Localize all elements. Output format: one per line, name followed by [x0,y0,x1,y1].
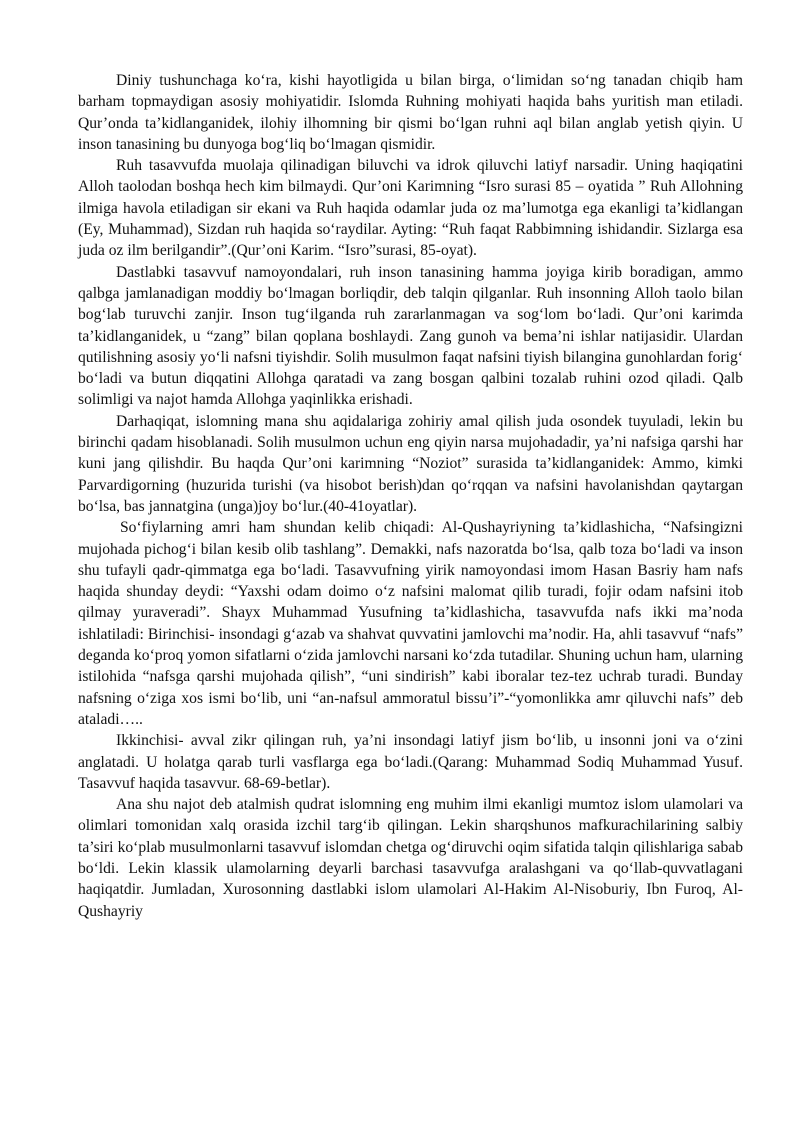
paragraph-mujohada: Darhaqiqat, islomning mana shu aqidalariga zohiriy amal qilish juda osondek tuyuladi, lekin bu birinchi qadam hisoblanadi. Solih musulmon uchun eng qiyin narsa mujohadadir, ya’ni nafsiga qarshi har kuni jang qilishdir. Bu haqda Qur’oni karimning “Noziot” surasida ta’kidlanganidek: Ammo, kimki Parvardigorning (huzurida turishi (va hisobot berish)dan qo‘rqqan va nafsini havolanishdan qaytargan bo‘lsa, bas jannatgina (unga)joy bo‘lur.(40-41oyatlar). [78,412,743,515]
document-page [78,70,743,922]
paragraph-early-sufis: Dastlabki tasavvuf namoyondalari, ruh inson tanasining hamma joyiga kirib boradigan, ammo qalbga jamlanadigan moddiy bo‘lmagan borliqdir, deb talqin qilganlar. Ruh insonning Alloh taolo bilan bog‘lab turuvchi zanjir. Inson tug‘ilganda ruh zararlanmagan va sog‘lom bo‘ladi. Qur’oni karimda ta’kidlanganidek, u “zang” bilan qoplana boshlaydi. Zang gunoh va bema’ni ishlar natijasidir. Ulardan qutilishning asosiy yo‘li nafsni tiyishdir. Solih musulmon faqat nafsini tiyish bilangina gunohlardan forig‘ bo‘ladi va butun diqqatini Allohga qaratadi va zang bosgan qalbini tozalab ruhini ozod qiladi. Qalb solimligi va najot hamda Allohga yaqinlikka erishadi. [78,263,743,409]
paragraph-najot-ulamo: Ana shu najot deb atalmish qudrat islomning eng muhim ilmi ekanligi mumtoz islom ulamolari va olimlari tomonidan xalq orasida izchil targ‘ib qilingan. Lekin sharqshunos mafkurachilarining salbiy ta’siri ko‘plab musulmonlarni tasavvuf islomdan chetga og‘diruvchi oqim sifatida talqin qilishlariga sabab bo‘ldi. Lekin klassik ulamolarning deyarli barchasi tasavvufga aralashgani va qo‘llab-quvvatlagani haqiqatdir. Jumladan, Xurosonning dastlabki islom ulamolari Al-Hakim Al-Nisoburiy, Ibn Furoq, Al-Qushayriy [78,796,743,920]
paragraph-ruh-in-tasavvuf: Ruh tasavvufda muolaja qilinadigan biluvchi va idrok qiluvchi latiyf narsadir. Uning haqiqatini Alloh taolodan boshqa hech kim bilmaydi. Qur’oni Karimning “Isro surasi 85 – oyatida ” Ruh Allohning ilmiga havola etiladigan sir ekani va Ruh haqida odamlar juda oz ma’lumotga ega ekanligi ta’kidlangan (Ey, Muhammad), Sizdan ruh haqida so‘raydilar. Ayting: “Ruh faqat Rabbimning ishidandir. Sizlarga esa juda oz ilm berilgandir”.(Qur’oni Karim. “Isro”surasi, 85-oyat). [78,157,743,260]
paragraph-second-meaning: Ikkinchisi- avval zikr qilingan ruh, ya’ni insondagi latiyf jism bo‘lib, u insonni joni va o‘zini anglatadi. U holatga qarab turli vasflarga ega bo‘ladi.(Qarang: Muhammad Sodiq Muhammad Yusuf. Tasavvuf haqida tasavvur. 68-69-betlar). [78,732,743,792]
paragraph-nafs-meanings: So‘fiylarning amri ham shundan kelib chiqadi: Al-Qushayriyning ta’kidlashicha, “Nafsingizni mujohada pichog‘i bilan kesib olib tashlang”. Demakki, nafs nazoratda bo‘lsa, qalb toza bo‘ladi va inson shu tufayli qadr-qimmatga ega bo‘ladi. Tasavvufning yirik namoyondasi imom Hasan Basriy ham nafs haqida shunday deydi: “Yaxshi odam doimo o‘z nafsini malomat qilib turadi, fojir odam nafsini itob qilmay yuraveradi”. Shayx Muhammad Yusufning ta’kidlashicha, tasavvufda nafs ikki ma’noda ishlatiladi: Birinchisi- insondagi g‘azab va shahvat quvvatini jamlovchi ma’nodir. Ha, ahli tasavvuf “nafs” deganda ko‘proq yomon sifatlarni o‘zida jamlovchi narsani ko‘zda tutadilar. Shuning uchun ham, ularning istilohida “nafsga qarshi mujohada qilish”, “uni sindirish” kabi iboralar tez-tez uchrab turadi. Bunday nafsning o‘ziga xos ismi bo‘lib, uni “an-nafsul ammoratul bissu’i”-“yomonlikka amr qiluvchi nafs” deb ataladi….. [78,519,743,728]
paragraph-soul-definition: Diniy tushunchaga ko‘ra, kishi hayotligida u bilan birga, o‘limidan so‘ng tanadan chiqib ham barham topmaydigan asosiy mohiyatidir. Islomda Ruhning mohiyati haqida bahs yuritish man etiladi. Qur’onda ta’kidlanganidek, ilohiy ilhomning bir qismi bo‘lgan ruhni aql bilan anglab yetish qiyin. U inson tanasining bu dunyoga bog‘liq bo‘lmagan qismidir. [78,72,743,153]
